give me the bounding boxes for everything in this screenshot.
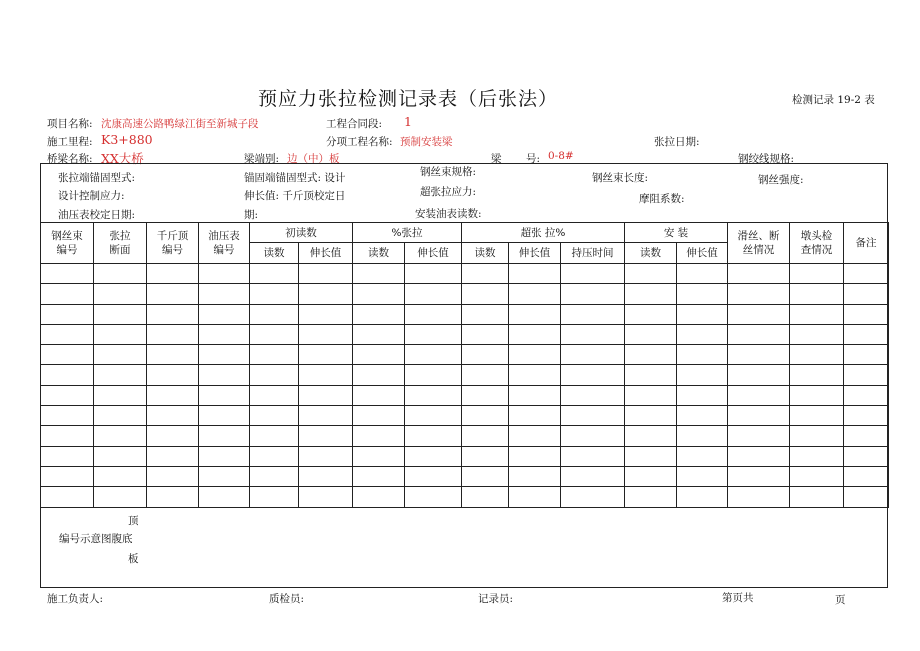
table-cell[interactable] [462,446,509,466]
table-cell[interactable] [299,487,353,507]
table-cell[interactable] [299,406,353,426]
table-cell[interactable] [405,426,462,446]
table-cell[interactable] [299,324,353,344]
table-cell[interactable] [41,324,94,344]
design-stress-label: 设计控制应力: [58,190,125,202]
table-cell[interactable] [844,466,889,486]
table-cell[interactable] [250,324,299,344]
project-name-label: 项目名称: [47,118,93,130]
table-cell[interactable] [147,365,199,385]
header-remark: 备注 [844,223,889,264]
bridge-label: 桥梁名称: [47,153,93,165]
table-cell[interactable] [677,446,728,466]
table-cell[interactable] [250,466,299,486]
table-cell[interactable] [353,365,405,385]
table-cell[interactable] [250,284,299,304]
table-cell[interactable] [509,426,561,446]
header-over-tension: 超张 拉% [462,223,625,243]
table-cell[interactable] [844,487,889,507]
table-cell[interactable] [844,365,889,385]
table-cell[interactable] [94,345,147,365]
table-cell[interactable] [250,406,299,426]
table-cell[interactable] [677,284,728,304]
sketch-area [40,507,888,588]
table-cell[interactable] [677,264,728,284]
table-cell[interactable] [625,284,677,304]
table-cell[interactable] [250,426,299,446]
footer-inspector: 质检员: [269,593,305,605]
table-cell[interactable] [41,365,94,385]
friction-label: 摩阻系数: [639,193,685,205]
gauge-date-label: 油压表校定日期: [58,209,136,221]
table-cell[interactable] [405,284,462,304]
table-cell[interactable] [790,365,844,385]
table-cell[interactable] [728,446,790,466]
table-cell[interactable] [147,446,199,466]
table-cell[interactable] [790,406,844,426]
table-cell[interactable] [147,324,199,344]
table-cell[interactable] [844,324,889,344]
table-cell[interactable] [561,345,625,365]
table-cell[interactable] [462,487,509,507]
table-cell[interactable] [353,426,405,446]
table-cell[interactable] [677,324,728,344]
record-table [40,222,889,508]
footer-page-suffix: 页 [835,594,846,606]
table-cell[interactable] [147,487,199,507]
table-cell[interactable] [250,345,299,365]
table-cell[interactable] [677,385,728,405]
table-cell[interactable] [677,345,728,365]
table-cell[interactable] [625,264,677,284]
table-cell[interactable] [250,304,299,324]
table-cell[interactable] [509,365,561,385]
table-cell[interactable] [462,304,509,324]
sub-elongation: 伸长值 [509,243,561,264]
form-code: 检测记录 19-2 表 [792,94,875,106]
table-cell[interactable] [353,487,405,507]
table-cell[interactable] [561,365,625,385]
beam-end-value: 边（中）板 [287,153,340,165]
table-cell[interactable] [353,466,405,486]
table-cell[interactable] [790,466,844,486]
table-cell[interactable] [790,345,844,365]
table-cell[interactable] [199,446,250,466]
table-cell[interactable] [147,284,199,304]
table-cell[interactable] [625,304,677,324]
table-cell[interactable] [353,345,405,365]
sketch-label-top: 顶 [128,515,139,527]
subproject-label: 分项工程名称: [326,136,393,148]
table-cell[interactable] [405,365,462,385]
table-cell[interactable] [405,466,462,486]
table-cell[interactable] [405,487,462,507]
table-cell[interactable] [41,264,94,284]
table-cell[interactable] [462,264,509,284]
table-cell[interactable] [728,365,790,385]
contract-label: 工程合同段: [326,118,383,130]
table-cell[interactable] [561,264,625,284]
table-cell[interactable] [353,284,405,304]
table-cell[interactable] [299,264,353,284]
table-cell[interactable] [199,385,250,405]
table-cell[interactable] [147,264,199,284]
table-cell[interactable] [353,406,405,426]
table-cell[interactable] [41,304,94,324]
table-cell[interactable] [728,385,790,405]
table-cell[interactable] [199,406,250,426]
beam-end-label: 梁端别: [244,153,280,165]
table-cell[interactable] [94,284,147,304]
table-cell[interactable] [462,365,509,385]
table-cell[interactable] [405,304,462,324]
table-cell[interactable] [625,446,677,466]
table-cell[interactable] [250,365,299,385]
header-slip: 滑丝、断 丝情况 [728,223,790,264]
table-cell[interactable] [844,446,889,466]
sketch-label-middle: 编号示意图腹底 [59,533,133,545]
table-row [41,324,889,344]
mileage-label: 施工里程: [47,136,93,148]
install-reading-label: 安装油表读数: [415,208,482,220]
table-cell[interactable] [94,385,147,405]
table-cell[interactable] [41,385,94,405]
table-cell[interactable] [625,466,677,486]
table-cell[interactable] [41,446,94,466]
fixed-anchor-label: 锚固端锚固型式: 设计 [244,172,346,184]
tension-date-label: 张拉日期: [654,136,700,148]
beam-no-value: 0-8# [548,150,574,162]
table-cell[interactable] [728,426,790,446]
sub-elongation: 伸长值 [299,243,353,264]
table-cell[interactable] [94,365,147,385]
table-cell[interactable] [844,345,889,365]
table-cell[interactable] [561,487,625,507]
table-cell[interactable] [199,426,250,446]
table-cell[interactable] [199,345,250,365]
anchor-type-label: 张拉端锚固型式: [58,172,136,184]
table-cell[interactable] [625,365,677,385]
table-cell[interactable] [844,304,889,324]
sketch-label-bottom: 板 [128,553,139,565]
table-cell[interactable] [462,466,509,486]
table-row [41,426,889,446]
table-row [41,365,889,385]
table-cell[interactable] [728,345,790,365]
table-cell[interactable] [625,426,677,446]
table-cell[interactable] [625,487,677,507]
table-cell[interactable] [728,304,790,324]
table-cell[interactable] [299,345,353,365]
table-cell[interactable] [625,345,677,365]
strand-spec-label: 钢绞线规格: [738,153,795,165]
table-cell[interactable] [41,426,94,446]
subproject-value: 预制安装梁 [400,136,453,148]
table-row [41,304,889,324]
table-cell[interactable] [405,324,462,344]
table-cell[interactable] [299,284,353,304]
footer-supervisor: 施工负责人: [47,593,104,605]
header-bundle-no: 钢丝束 编号 [41,223,94,264]
table-cell[interactable] [41,487,94,507]
table-cell[interactable] [299,385,353,405]
table-cell[interactable] [561,426,625,446]
table-cell[interactable] [199,304,250,324]
table-row [41,284,889,304]
table-cell[interactable] [462,284,509,304]
table-cell[interactable] [250,264,299,284]
table-row [41,466,889,486]
table-cell[interactable] [677,365,728,385]
header-pct-tension: %张拉 [353,223,462,243]
table-cell[interactable] [94,466,147,486]
table-cell[interactable] [147,385,199,405]
header-initial-reading: 初读数 [250,223,353,243]
period-label: 期: [244,209,259,221]
table-cell[interactable] [250,446,299,466]
table-cell[interactable] [199,487,250,507]
sub-reading: 读数 [353,243,405,264]
page-title: 预应力张拉检测记录表（后张法） [258,88,559,110]
table-cell[interactable] [790,284,844,304]
table-cell[interactable] [561,406,625,426]
table-cell[interactable] [790,446,844,466]
contract-value: 1 [404,114,412,129]
table-cell[interactable] [462,426,509,446]
table-cell[interactable] [728,466,790,486]
table-cell[interactable] [462,406,509,426]
table-cell[interactable] [41,466,94,486]
table-cell[interactable] [561,385,625,405]
header-section: 张拉 断面 [94,223,147,264]
header-head-check: 墩头检 查情况 [790,223,844,264]
table-cell[interactable] [94,487,147,507]
table-cell[interactable] [462,345,509,365]
table-cell[interactable] [790,487,844,507]
table-cell[interactable] [250,487,299,507]
table-cell[interactable] [677,466,728,486]
table-cell[interactable] [94,406,147,426]
table-cell[interactable] [405,345,462,365]
table-cell[interactable] [462,324,509,344]
table-cell[interactable] [728,487,790,507]
table-cell[interactable] [353,304,405,324]
table-cell[interactable] [677,304,728,324]
table-cell[interactable] [509,385,561,405]
table-cell[interactable] [790,304,844,324]
table-cell[interactable] [147,466,199,486]
table-cell[interactable] [844,264,889,284]
table-cell[interactable] [509,345,561,365]
bundle-spec-label: 钢丝束规格: [420,166,477,178]
table-cell[interactable] [625,385,677,405]
bundle-length-label: 钢丝束长度: [592,172,649,184]
table-cell[interactable] [625,406,677,426]
table-cell[interactable] [299,466,353,486]
strand-strength-label: 钢丝强度: [758,174,804,186]
table-cell[interactable] [405,264,462,284]
table-cell[interactable] [509,284,561,304]
table-cell[interactable] [728,284,790,304]
table-cell[interactable] [147,345,199,365]
header-install: 安 装 [625,223,728,243]
table-cell[interactable] [147,304,199,324]
beam-no-label-2: 号: [526,153,541,165]
table-cell[interactable] [94,426,147,446]
table-cell[interactable] [790,426,844,446]
table-cell[interactable] [561,324,625,344]
elongation-label: 伸长值: 千斤顶校定日 [244,190,346,202]
table-cell[interactable] [353,385,405,405]
table-cell[interactable] [509,324,561,344]
table-cell[interactable] [94,446,147,466]
table-cell[interactable] [844,426,889,446]
footer-recorder: 记录员: [478,593,514,605]
table-cell[interactable] [790,385,844,405]
table-row [41,406,889,426]
sub-reading: 读数 [625,243,677,264]
table-cell[interactable] [94,304,147,324]
table-cell[interactable] [561,284,625,304]
table-row [41,446,889,466]
beam-no-label: 梁 [491,153,502,165]
table-cell[interactable] [405,446,462,466]
mileage-value: K3+880 [101,132,153,147]
table-cell[interactable] [353,264,405,284]
table-cell[interactable] [844,284,889,304]
table-cell[interactable] [677,426,728,446]
table-cell[interactable] [41,406,94,426]
table-cell[interactable] [94,264,147,284]
table-row [41,487,889,507]
table-cell[interactable] [790,264,844,284]
table-cell[interactable] [844,406,889,426]
header-gauge-no: 油压表 编号 [199,223,250,264]
table-cell[interactable] [41,284,94,304]
table-cell[interactable] [199,365,250,385]
table-cell[interactable] [405,385,462,405]
table-cell[interactable] [509,446,561,466]
header-jack-no: 千斤顶 编号 [147,223,199,264]
table-cell[interactable] [299,304,353,324]
bridge-value: XX大桥 [101,151,144,166]
table-cell[interactable] [299,426,353,446]
table-cell[interactable] [199,284,250,304]
sub-reading: 读数 [250,243,299,264]
table-cell[interactable] [728,406,790,426]
table-cell[interactable] [94,324,147,344]
table-row [41,345,889,365]
table-cell[interactable] [509,264,561,284]
table-row [41,385,889,405]
table-cell[interactable] [561,466,625,486]
table-cell[interactable] [199,264,250,284]
table-cell[interactable] [509,406,561,426]
sub-elongation: 伸长值 [677,243,728,264]
table-cell[interactable] [41,345,94,365]
table-cell[interactable] [147,406,199,426]
footer-page-count: 第页共 [722,592,754,604]
table-cell[interactable] [509,304,561,324]
sub-hold-time: 持压时间 [561,243,625,264]
table-cell[interactable] [147,426,199,446]
table-cell[interactable] [299,365,353,385]
table-cell[interactable] [509,466,561,486]
table-cell[interactable] [199,466,250,486]
sub-elongation: 伸长值 [405,243,462,264]
table-cell[interactable] [625,324,677,344]
table-cell[interactable] [250,385,299,405]
table-cell[interactable] [677,487,728,507]
table-cell[interactable] [790,324,844,344]
table-cell[interactable] [509,487,561,507]
table-cell[interactable] [561,446,625,466]
over-stress-label: 超张拉应力: [420,186,477,198]
table-cell[interactable] [405,406,462,426]
table-cell[interactable] [353,324,405,344]
table-row [41,264,889,284]
table-cell[interactable] [561,304,625,324]
table-cell[interactable] [844,385,889,405]
table-cell[interactable] [677,406,728,426]
table-cell[interactable] [199,324,250,344]
table-cell[interactable] [728,324,790,344]
table-cell[interactable] [353,446,405,466]
sub-reading: 读数 [462,243,509,264]
table-cell[interactable] [728,264,790,284]
project-name-value: 沈康高速公路鸭绿江街至新城子段 [101,118,259,130]
table-cell[interactable] [462,385,509,405]
table-cell[interactable] [299,446,353,466]
